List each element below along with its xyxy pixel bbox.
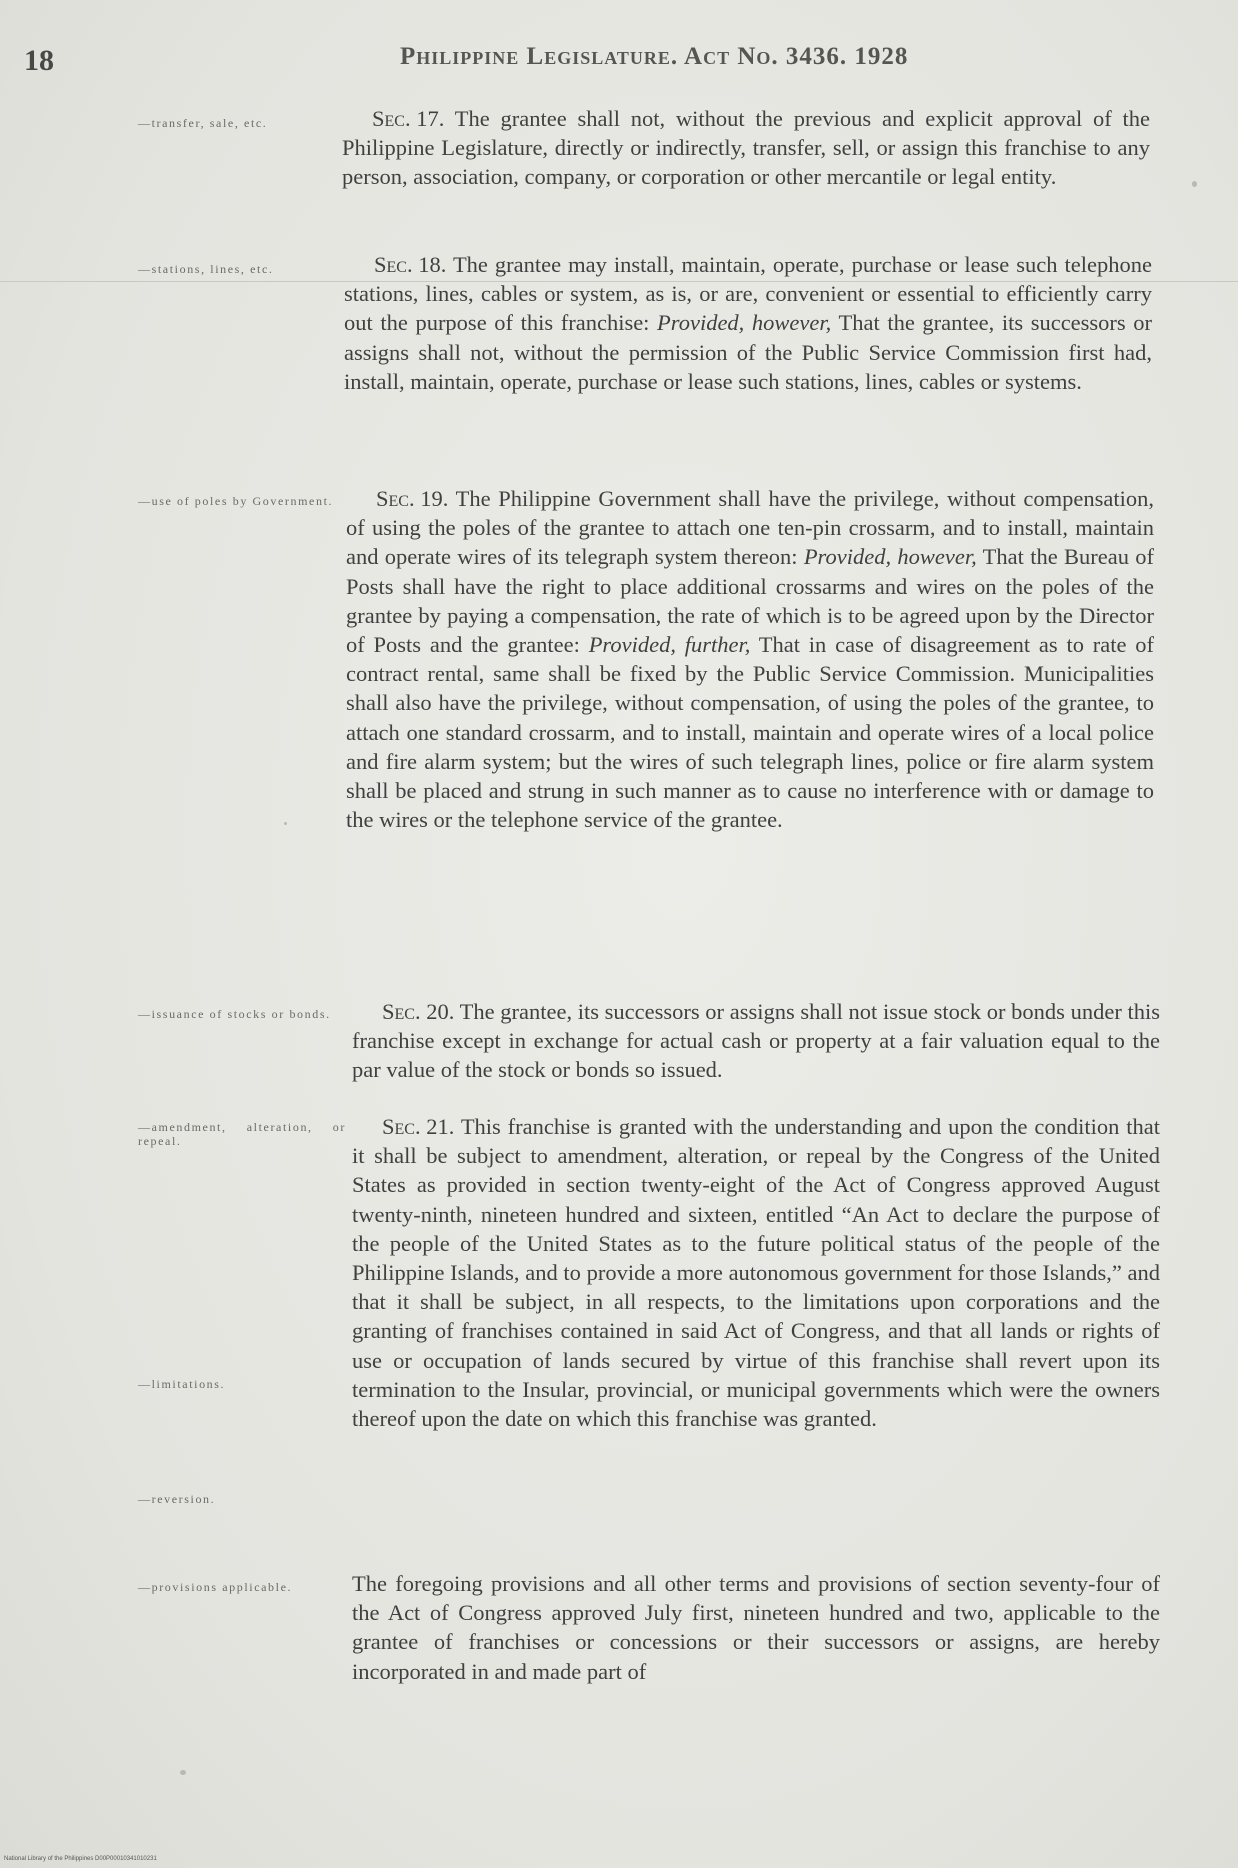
section-text: The grantee may install, maintain, operate, purchase or lease such telephone stations, lines, cables or system, as is, or are, convenient or essential to efficiently carry out the purpose of this franchise: xyxy=(344,252,1152,336)
section-label: Sec. 18. xyxy=(374,252,447,277)
margin-note-amendment: —amendment, alteration, or repeal. xyxy=(138,1120,346,1148)
proviso: Provided, however, xyxy=(803,544,977,570)
scan-speck xyxy=(180,1770,186,1775)
section-text: The Philippine Government shall have the privilege, without compensation, of using the poles of the grantee to attach one ten-pin crossarm, and to install, maintain and operate wires of its telegraph system thereon: xyxy=(346,486,1154,570)
scan-speck xyxy=(1192,181,1197,187)
page-number: 18 xyxy=(24,44,54,77)
section-21 xyxy=(352,1112,1160,1433)
proviso: Provided, however, xyxy=(657,310,832,336)
margin-note-transfer: —transfer, sale, etc. xyxy=(138,116,268,130)
section-label: Sec. 17. xyxy=(372,106,445,131)
proviso: Provided, further, xyxy=(588,632,751,658)
margin-note-reversion: —reversion. xyxy=(138,1492,216,1506)
scan-speck xyxy=(284,822,287,825)
section-label: Sec. 19. xyxy=(376,486,449,511)
section-text: This franchise is granted with the understanding and upon the condition that it shall be subject to amendment, alteration, or repeal by the Congress of the United States as provided in section twenty-eight of the Act of Congress approved August twenty-ninth, nineteen hundred and sixteen, entitled “An Act to declare the purpose of the people of the United States as to the future political status of the people of the Philippine Islands, and to provide a more autonomous government for those Islands,” and that it shall be subject, in all respects, to the limitations upon corporations and the granting of franchises contained in said Act of Congress, and that all lands or rights of use or occupation of lands secured by virtue of this franchise shall revert upon its termination to the Insular, provincial, or municipal governments which were the owners thereof upon the date on which this franchise was granted. xyxy=(352,1114,1160,1432)
section-text: That the grantee, its successors or assigns shall not, without the permission of the Public Service Commission first had, install, maintain, operate, purchase or lease such stations, lines, cables or systems. xyxy=(344,310,1153,394)
section-text: The grantee shall not, without the previous and explicit approval of the Philippine Legislature, directly or indirectly, transfer, sell, or assign this franchise to any person, association, company, or corporation or other mercantile or legal entity. xyxy=(342,106,1150,190)
margin-note-stocks: —issuance of stocks or bonds. xyxy=(138,1007,331,1021)
section-text: The foregoing provisions and all other terms and provisions of section seventy-four of the Act of Congress approved July first, nineteen hundred and two, applicable to the grantee of franchises or concessions or their successors or assigns, are hereby incorporated in and made part of xyxy=(352,1571,1160,1684)
margin-note-poles: —use of poles by Government. xyxy=(138,494,334,508)
margin-note-provisions: —provisions applicable. xyxy=(138,1580,293,1594)
running-head: Philippine Legislature. Act No. 3436. 1928 xyxy=(400,43,909,70)
section-label: Sec. 20. xyxy=(382,999,455,1024)
section-text: That the Bureau of Posts shall have the right to place additional crossarms and wires on the poles of the grantee by paying a compensation, the rate of which is to be agreed upon by the Director of Posts and the grantee: xyxy=(346,544,1155,658)
section-text: The grantee, its successors or assigns shall not issue stock or bonds under this franchise except in exchange for actual cash or property at a fair valuation equal to the par value of the stock or bonds so issued. xyxy=(352,999,1160,1083)
section-17 xyxy=(342,104,1150,192)
scan-credit: National Library of the Philippines D00P00010341010231 xyxy=(4,1856,157,1862)
margin-note-limitations: —limitations. xyxy=(138,1377,226,1391)
section-20 xyxy=(352,997,1160,1085)
section-text: That in case of disagreement as to rate of contract rental, same shall be fixed by the Public Service Commission. Municipalities shall also have the privilege, without compensation, of using the poles of the grantee, to attach one standard crossarm, and to install, maintain and operate wires of a local police and fire alarm system; but the wires of such telegraph lines, police or fire alarm system shall be placed and strung in such manner as to cause no interference with or damage to the wires or the telephone service of the grantee. xyxy=(346,632,1154,833)
section-label: Sec. 21. xyxy=(382,1114,455,1139)
section-18 xyxy=(344,250,1152,396)
margin-note-stations: —stations, lines, etc. xyxy=(138,262,274,276)
section-19 xyxy=(346,484,1154,834)
provisions-paragraph xyxy=(352,1569,1160,1686)
